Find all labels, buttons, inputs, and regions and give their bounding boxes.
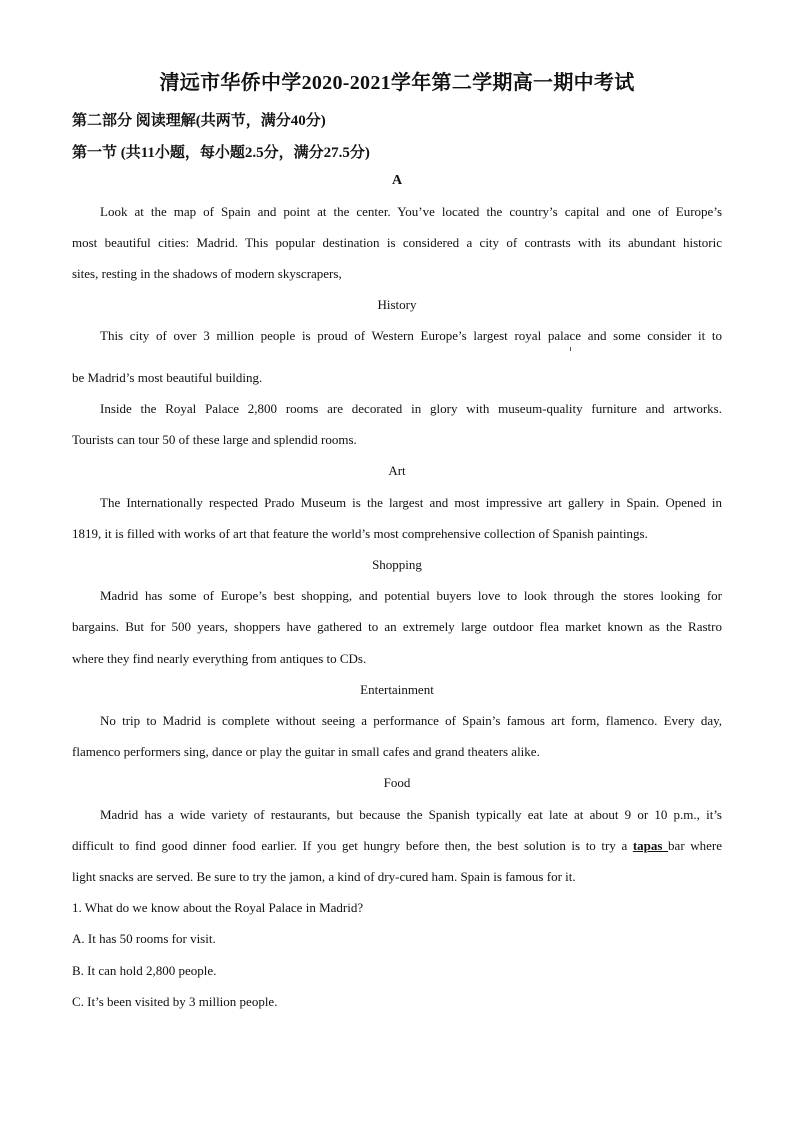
intro-line-2: most beautiful cities: Madrid. This popular destination is considered a city of contrasts with its abundant historic [72, 235, 722, 250]
section-heading: 第一节 (共11小题，每小题2.5分，满分27.5分) [72, 145, 370, 161]
intro-line-1: Look at the map of Spain and point at the center. You’ve located the country’s capital and one of Europe’s [100, 204, 722, 219]
history-heading: History [377, 297, 417, 312]
exam-title: 清远市华侨中学2020-2021学年第二学期高一期中考试 [159, 72, 635, 94]
shopping-line-3: where they find nearly everything from antiques to CDs. [72, 651, 367, 666]
food-line-2-before: difficult to find good dinner food earlier. If you get hungry before then, the best solution is to try a [72, 838, 633, 853]
history-p2-line-2: Tourists can tour 50 of these large and splendid rooms. [72, 432, 357, 447]
history-p2-line-1: Inside the Royal Palace 2,800 rooms are decorated in glory with museum-quality furniture and artworks. [100, 401, 722, 416]
shopping-line-1: Madrid has some of Europe’s best shopping, and potential buyers love to look through the stores looking for [100, 588, 722, 603]
question-1-option-b: B. It can hold 2,800 people. [72, 963, 217, 978]
art-line-2: 1819, it is filled with works of art that feature the world’s most comprehensive collection of Spanish paintings. [72, 526, 648, 541]
question-1-option-c: C. It’s been visited by 3 million people. [72, 994, 278, 1009]
history-p1-line-1: This city of over 3 million people is proud of Western Europe’s largest royal palace and some consider it to [100, 328, 722, 343]
food-line-2 [72, 838, 722, 854]
shopping-heading: Shopping [372, 557, 422, 572]
food-line-3: light snacks are served. Be sure to try the jamon, a kind of dry-cured ham. Spain is famous for it. [72, 869, 576, 884]
part-heading: 第二部分 阅读理解(共两节，满分40分) [72, 113, 326, 129]
footnote-mark [570, 347, 571, 351]
shopping-line-2: bargains. But for 500 years, shoppers have gathered to an extremely large outdoor flea market known as the Rastro [72, 619, 722, 634]
food-heading: Food [383, 775, 411, 790]
tapas-word: tapas [632, 838, 669, 853]
history-p1-line-2: be Madrid’s most beautiful building. [72, 370, 263, 385]
entertainment-line-1: No trip to Madrid is complete without seeing a performance of Spain’s famous art form, flamenco. Every day, [100, 713, 722, 728]
question-1-stem: 1. What do we know about the Royal Palace in Madrid? [72, 900, 364, 915]
entertainment-line-2: flamenco performers sing, dance or play the guitar in small cafes and grand theaters alike. [72, 744, 540, 759]
intro-line-3: sites, resting in the shadows of modern skyscrapers, [72, 266, 342, 281]
entertainment-heading: Entertainment [360, 682, 434, 697]
art-line-1: The Internationally respected Prado Museum is the largest and most impressive art gallery in Spain. Opened in [100, 495, 722, 510]
food-line-1: Madrid has a wide variety of restaurants, but because the Spanish typically eat late at about 9 or 10 p.m., it’s [100, 807, 722, 822]
food-line-2-after: bar where [668, 838, 723, 853]
question-1-option-a: A. It has 50 rooms for visit. [72, 931, 216, 946]
passage-label: A [391, 173, 403, 188]
art-heading: Art [388, 463, 406, 478]
